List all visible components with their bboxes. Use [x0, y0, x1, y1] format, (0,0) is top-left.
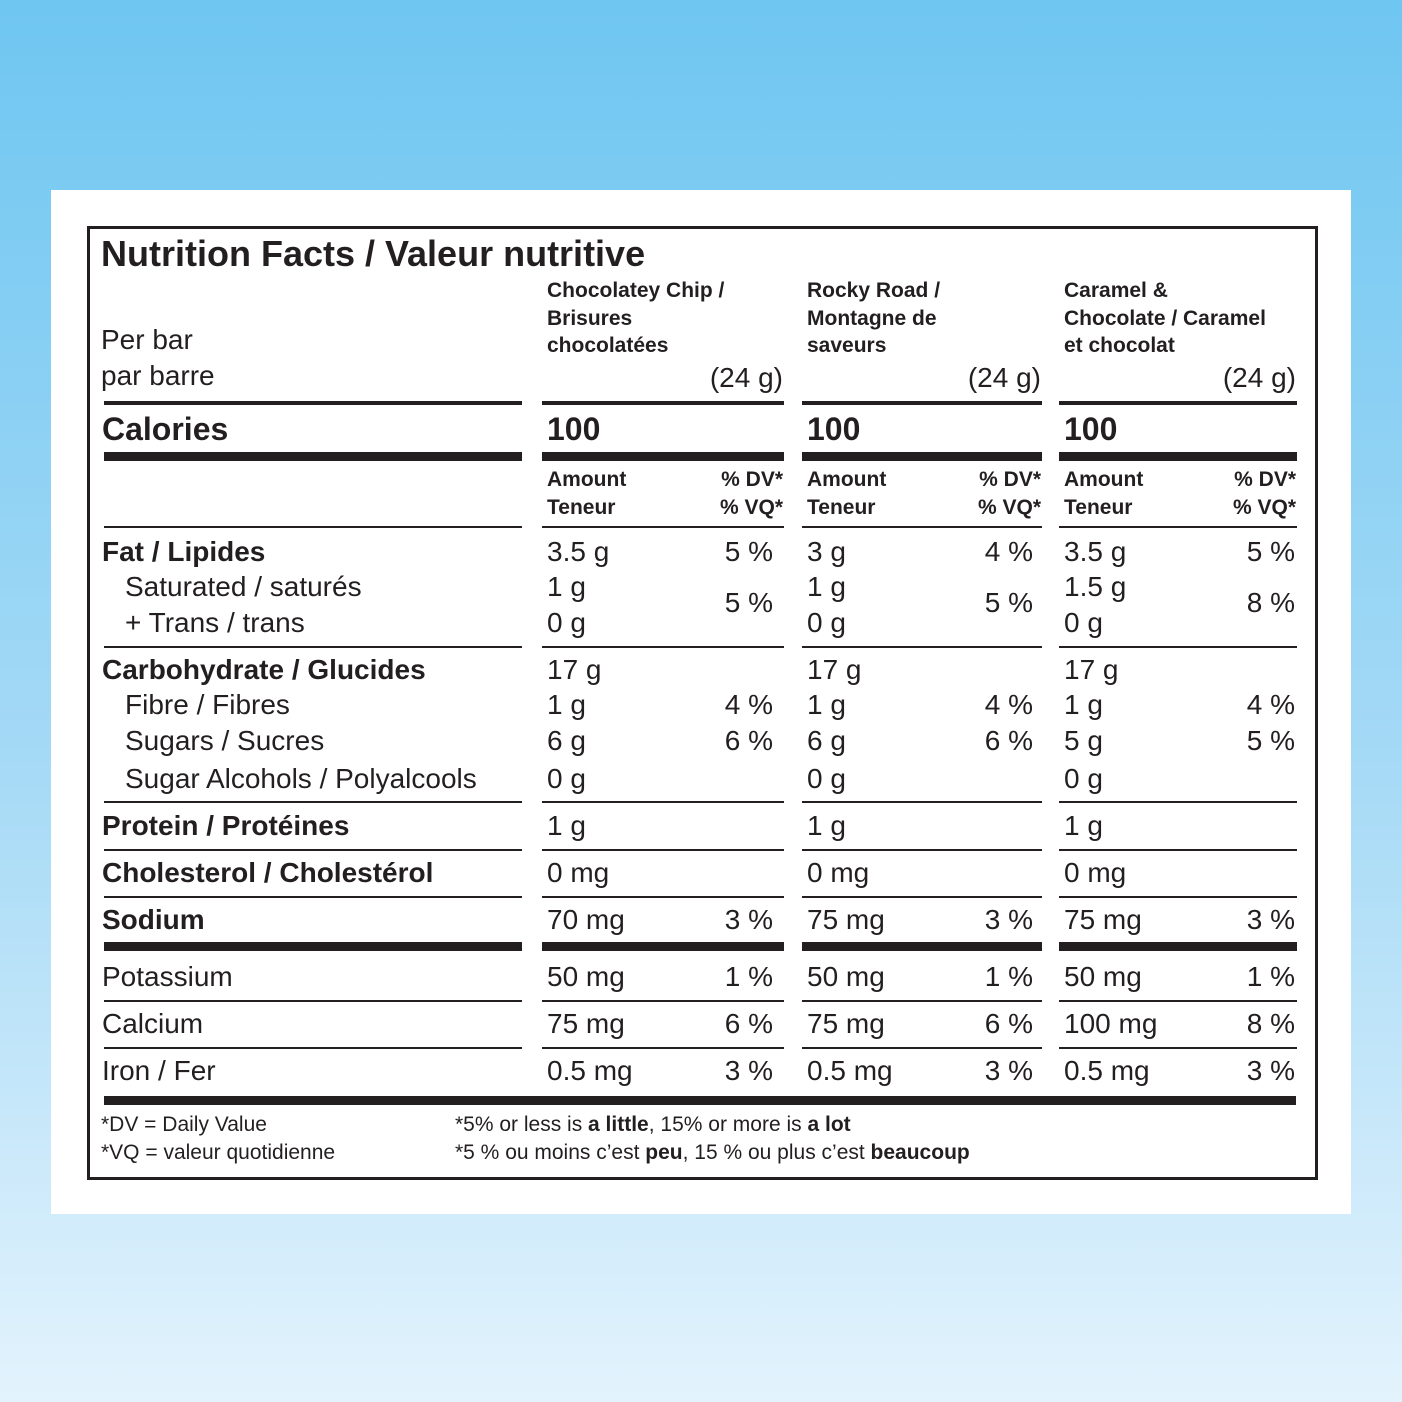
product-2-sodium: 75 mg — [807, 904, 885, 935]
product-1-sodium: 70 mg — [547, 904, 625, 935]
product-2-potassium: 50 mg — [807, 961, 885, 992]
product-2-fat-dv: 4 % — [984, 536, 1033, 567]
product-1-fibre: 1 g — [547, 689, 586, 720]
product-1-fat: 3.5 g — [547, 536, 610, 567]
product-2-rule-header — [802, 401, 1042, 405]
product-2-calories: 100 — [807, 411, 861, 447]
trans-label: + Trans / trans — [125, 607, 305, 638]
product-1-rule-sodium — [542, 942, 784, 951]
product-2-fat: 3 g — [807, 536, 846, 567]
footnote-scale-en-part: , 15% or more is — [648, 1113, 808, 1136]
product-3-protein: 1 g — [1064, 810, 1103, 841]
product-2-cholesterol: 0 mg — [807, 857, 870, 888]
serving-label-en: Per bar — [101, 324, 193, 355]
product-3-sodium: 75 mg — [1064, 904, 1142, 935]
product-3-name-line: Chocolate / Caramel — [1064, 306, 1266, 330]
product-3-fat: 3.5 g — [1064, 536, 1127, 567]
product-1-potassium-dv: 1 % — [724, 961, 773, 992]
product-1-sugar-alcohols: 0 g — [547, 763, 586, 794]
footnote-scale-fr-part: peu — [645, 1141, 683, 1164]
protein-label: Protein / Protéines — [102, 810, 350, 841]
product-3-rule-calcium — [1059, 1047, 1297, 1049]
product-3-sugar-alcohols: 0 g — [1064, 763, 1103, 794]
product-2-sugar-alcohols: 0 g — [807, 763, 846, 794]
product-2-rule-sodium — [802, 942, 1042, 951]
rule-protein — [104, 849, 522, 851]
product-1-protein: 1 g — [547, 810, 586, 841]
product-1-rule-calories — [542, 452, 784, 461]
product-2-rule-cholesterol — [802, 896, 1042, 898]
product-3-potassium: 50 mg — [1064, 961, 1142, 992]
product-1-rule-calcium — [542, 1047, 784, 1049]
product-1-rule-protein — [542, 849, 784, 851]
product-2-rule-colhead — [802, 526, 1042, 528]
product-2-vq-header: % VQ* — [977, 496, 1041, 519]
product-1-sugars: 6 g — [547, 725, 586, 756]
product-3-rule-protein — [1059, 849, 1297, 851]
product-3-calcium: 100 mg — [1064, 1008, 1158, 1039]
footnote-scale-fr — [455, 1142, 970, 1163]
product-2-name-line: saveurs — [807, 334, 887, 357]
product-1-vq-header: % VQ* — [719, 496, 783, 519]
product-3-carbohydrate: 17 g — [1064, 654, 1119, 685]
product-2-fibre-dv: 4 % — [984, 689, 1033, 720]
product-3-iron-dv: 3 % — [1246, 1055, 1295, 1086]
product-1-saturated: 1 g — [547, 571, 586, 602]
product-3-rule-carb — [1059, 801, 1297, 803]
product-3-calories: 100 — [1064, 411, 1118, 447]
product-2-amount-header: Amount — [807, 468, 887, 491]
potassium-label: Potassium — [102, 961, 233, 992]
product-1-dv-header: % DV* — [721, 468, 783, 491]
product-3-sodium-dv: 3 % — [1246, 904, 1295, 935]
product-3-rule-colhead — [1059, 526, 1297, 528]
footnote-scale-en-part: a little — [588, 1113, 649, 1136]
product-2-rule-calories — [802, 452, 1042, 461]
product-3-fat-dv: 5 % — [1246, 536, 1295, 567]
product-3-calcium-dv: 8 % — [1246, 1008, 1295, 1039]
product-1-rule-header — [542, 401, 784, 405]
product-1-serving-size: (24 g) — [709, 362, 783, 393]
calcium-label: Calcium — [102, 1008, 204, 1039]
footnote-dv: *DV = Daily Value — [101, 1113, 267, 1136]
product-1-calcium-dv: 6 % — [724, 1008, 773, 1039]
footnote-scale-en — [455, 1114, 851, 1135]
fibre-label: Fibre / Fibres — [125, 689, 290, 720]
calories-label: Calories — [102, 411, 229, 447]
product-3-iron: 0.5 mg — [1064, 1055, 1150, 1086]
product-1-name-line: Brisures — [547, 306, 633, 330]
footnote-scale-fr-part: , 15 % ou plus c’est — [682, 1141, 871, 1164]
product-2-iron: 0.5 mg — [807, 1055, 893, 1086]
product-3-sat-trans-dv: 8 % — [1246, 587, 1295, 618]
product-1-potassium: 50 mg — [547, 961, 625, 992]
product-1-teneur-header: Teneur — [547, 496, 616, 519]
product-1-fat-dv: 5 % — [724, 536, 773, 567]
product-2-iron-dv: 3 % — [984, 1055, 1033, 1086]
sugar-alcohols-label: Sugar Alcohols / Polyalcools — [125, 763, 477, 794]
product-2-serving-size: (24 g) — [967, 362, 1041, 393]
product-1-calories: 100 — [547, 411, 601, 447]
product-3-trans: 0 g — [1064, 607, 1103, 638]
product-3-rule-fat — [1059, 646, 1297, 648]
product-3-amount-header: Amount — [1064, 468, 1144, 491]
rule-bottom — [104, 1096, 1296, 1105]
product-2-rule-carb — [802, 801, 1042, 803]
product-2-name-line: Montagne de — [807, 306, 937, 330]
product-3-rule-cholesterol — [1059, 896, 1297, 898]
product-2-trans: 0 g — [807, 607, 846, 638]
product-2-rule-fat — [802, 646, 1042, 648]
product-2-sat-trans-dv: 5 % — [984, 587, 1033, 618]
product-1-name-line: chocolatées — [547, 334, 669, 357]
product-1-iron-dv: 3 % — [724, 1055, 773, 1086]
cholesterol-label: Cholesterol / Cholestérol — [102, 857, 434, 888]
product-3-rule-sodium — [1059, 942, 1297, 951]
product-1-iron: 0.5 mg — [547, 1055, 633, 1086]
product-1-sugars-dv: 6 % — [724, 725, 773, 756]
product-1-rule-potassium — [542, 1000, 784, 1002]
product-2-saturated: 1 g — [807, 571, 846, 602]
product-2-dv-header: % DV* — [979, 468, 1041, 491]
product-2-sodium-dv: 3 % — [984, 904, 1033, 935]
rule-sodium — [104, 942, 522, 951]
fat-label: Fat / Lipides — [102, 536, 266, 567]
footnote-vq: *VQ = valeur quotidienne — [101, 1141, 336, 1164]
rule-cholesterol — [104, 896, 522, 898]
product-1-sat-trans-dv: 5 % — [724, 587, 773, 618]
product-2-fibre: 1 g — [807, 689, 846, 720]
rule-calories — [104, 452, 522, 461]
product-2-rule-potassium — [802, 1000, 1042, 1002]
product-3-sugars: 5 g — [1064, 725, 1103, 756]
rule-calcium — [104, 1047, 522, 1049]
product-1-calcium: 75 mg — [547, 1008, 625, 1039]
footnote-scale-en-part: *5% or less is — [455, 1113, 589, 1136]
product-3-teneur-header: Teneur — [1064, 496, 1133, 519]
serving-label-fr: par barre — [101, 360, 215, 391]
product-1-carbohydrate: 17 g — [547, 654, 602, 685]
rule-fat — [104, 646, 522, 648]
sodium-label: Sodium — [102, 904, 205, 935]
product-2-carbohydrate: 17 g — [807, 654, 862, 685]
product-1-rule-fat — [542, 646, 784, 648]
product-3-rule-header — [1059, 401, 1297, 405]
carbohydrate-label: Carbohydrate / Glucides — [102, 654, 426, 685]
product-1-fibre-dv: 4 % — [724, 689, 773, 720]
product-1-name-line: Chocolatey Chip / — [547, 279, 725, 302]
product-2-calcium: 75 mg — [807, 1008, 885, 1039]
product-2-sugars-dv: 6 % — [984, 725, 1033, 756]
product-3-name-line: Caramel & — [1064, 279, 1168, 302]
product-3-cholesterol: 0 mg — [1064, 857, 1127, 888]
footnote-scale-fr-part: *5 % ou moins c’est — [455, 1141, 646, 1164]
product-2-rule-protein — [802, 849, 1042, 851]
product-2-protein: 1 g — [807, 810, 846, 841]
product-3-name-line: et chocolat — [1064, 334, 1175, 357]
footnote-scale-fr-part: beaucoup — [870, 1141, 970, 1164]
product-1-cholesterol: 0 mg — [547, 857, 610, 888]
product-2-rule-calcium — [802, 1047, 1042, 1049]
product-3-rule-calories — [1059, 452, 1297, 461]
product-3-vq-header: % VQ* — [1232, 496, 1296, 519]
rule-potassium — [104, 1000, 522, 1002]
product-1-rule-colhead — [542, 526, 784, 528]
product-2-potassium-dv: 1 % — [984, 961, 1033, 992]
iron-label: Iron / Fer — [102, 1055, 216, 1086]
page-title: Nutrition Facts / Valeur nutritive — [101, 233, 646, 274]
product-1-rule-cholesterol — [542, 896, 784, 898]
product-1-amount-header: Amount — [547, 468, 627, 491]
rule-carb — [104, 801, 522, 803]
product-3-potassium-dv: 1 % — [1246, 961, 1295, 992]
product-3-fibre: 1 g — [1064, 689, 1103, 720]
product-3-saturated: 1.5 g — [1064, 571, 1127, 602]
product-1-trans: 0 g — [547, 607, 586, 638]
product-1-sodium-dv: 3 % — [724, 904, 773, 935]
product-3-dv-header: % DV* — [1234, 468, 1296, 491]
saturated-label: Saturated / saturés — [125, 571, 362, 602]
product-2-calcium-dv: 6 % — [984, 1008, 1033, 1039]
nutrition-facts-panel — [87, 226, 1318, 1180]
product-3-fibre-dv: 4 % — [1246, 689, 1295, 720]
rule-header — [104, 401, 522, 405]
product-2-sugars: 6 g — [807, 725, 846, 756]
product-2-name-line: Rocky Road / — [807, 279, 941, 302]
product-3-serving-size: (24 g) — [1222, 362, 1296, 393]
product-3-rule-potassium — [1059, 1000, 1297, 1002]
sugars-label: Sugars / Sucres — [125, 725, 325, 756]
footnote-scale-en-part: a lot — [807, 1113, 851, 1136]
product-2-teneur-header: Teneur — [807, 496, 876, 519]
product-1-rule-carb — [542, 801, 784, 803]
rule-colhead — [104, 526, 522, 528]
product-3-sugars-dv: 5 % — [1246, 725, 1295, 756]
